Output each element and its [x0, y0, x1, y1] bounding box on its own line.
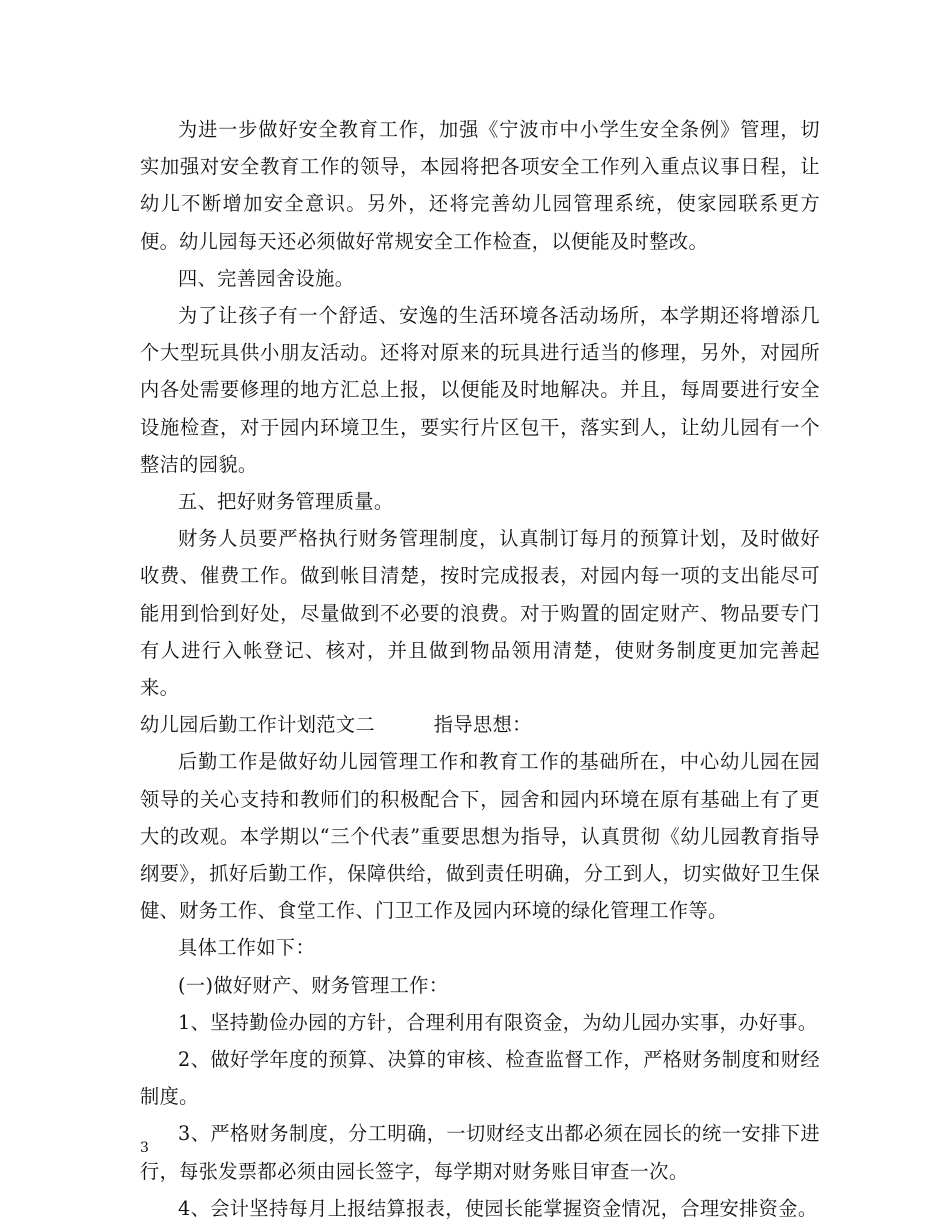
list-item-2: 2、做好学年度的预算、决算的审核、检查监督工作，严格财务制度和财经制度。 [140, 1048, 820, 1109]
list-item-3: 3、严格财务制度，分工明确，一切财经支出都必须在园长的统一安排下进行，每张发票都必须由园长签字，每学期对财务账目审查一次。 [140, 1122, 820, 1183]
list-item-4: 4、会计坚持每月上报结算报表，使园长能掌握资金情况，合理安排资金。 [178, 1196, 818, 1220]
heading-specific-work: 具体工作如下： [178, 936, 316, 960]
document-body [140, 111, 820, 1227]
paragraph-facilities: 为了让孩子有一个舒适、安逸的生活环境各活动场所，本学期还将增添几个大型玩具供小朋友活动。还将对原来的玩具进行适当的修理，另外，对园所内各处需要修理的地方汇总上报，以便能及时地解决。并且，每周要进行安全设施检查，对于园内环境卫生，要实行片区包干，落实到人，让幼儿园有一个整洁的园貌。 [140, 304, 820, 476]
heading-facilities: 四、完善园舍设施。 [178, 266, 355, 290]
paragraph-finance-quality: 财务人员要严格执行财务管理制度，认真制订每月的预算计划，及时做好收费、催费工作。做到帐目清楚，按时完成报表，对园内每一项的支出能尽可能用到恰到好处，尽量做到不必要的浪费。对于购置的固定财产、物品要专门有人进行入帐登记、核对，并且做到物品领用清楚，使财务制度更加完善起来。 [140, 527, 820, 700]
heading-sample-two: 幼儿园后勤工作计划范文二 指导思想： [140, 713, 532, 737]
paragraph-safety-education: 为进一步做好安全教育工作，加强《宁波市中小学生安全条例》管理，切实加强对安全教育工作的领导，本园将把各项安全工作列入重点议事日程，让幼儿不断增加安全意识。另外，还将完善幼儿园管理系统，使家园联系更方便。幼儿园每天还必须做好常规安全工作检查，以便能及时整改。 [140, 118, 820, 253]
heading-property-finance: (一)做好财产、财务管理工作： [178, 973, 449, 997]
list-item-1: 1、坚持勤俭办园的方针，合理利用有限资金，为幼儿园办实事，办好事。 [178, 1010, 818, 1034]
paragraph-guiding-thought: 后勤工作是做好幼儿园管理工作和教育工作的基础所在，中心幼儿园在园领导的关心支持和教师们的积极配合下，园舍和园内环境在原有基础上有了更大的改观。本学期以“三个代表”重要思想为指导，认真贯彻《幼儿园教育指导纲要》，抓好后勤工作，保障供给，做到责任明确，分工到人，切实做好卫生保健、财务工作、食堂工作、门卫工作及园内环境的绿化管理工作等。 [140, 750, 820, 923]
heading-finance-quality: 五、把好财务管理质量。 [178, 490, 394, 514]
page-number: 3 [140, 1140, 149, 1156]
